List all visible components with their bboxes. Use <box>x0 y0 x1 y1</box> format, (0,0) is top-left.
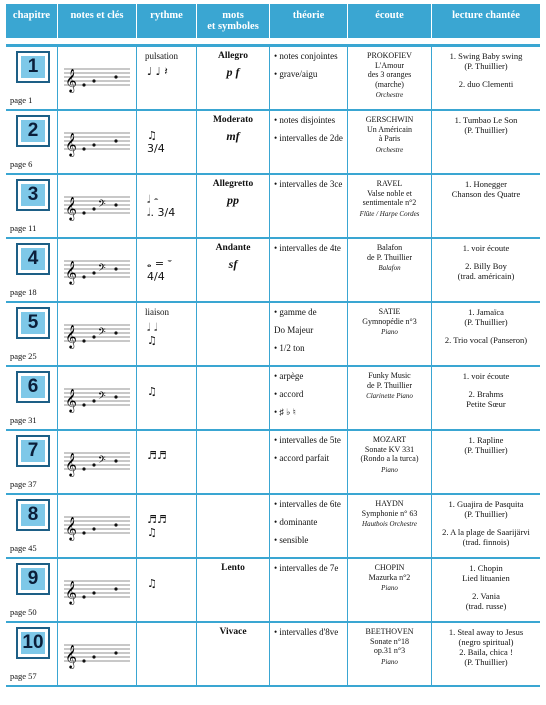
chapter-number: 10 <box>16 627 50 659</box>
rhythm-notation-icon: 𝅝 = 𝄻 4/4 <box>147 257 172 283</box>
header-lecture: lecture chantée <box>452 10 520 21</box>
theorie-cell <box>270 559 348 621</box>
mots-cell <box>197 495 270 557</box>
mots-cell <box>197 303 270 365</box>
table-row <box>6 367 540 431</box>
ecoute-instrument: Clarinette Piano <box>366 392 413 400</box>
ecoute-line: Valse noble et <box>367 188 412 198</box>
lecture-line: 2. A la plage de Saarijärvi <box>442 527 530 537</box>
ecoute-instrument: Flûte / Harpe Cordes <box>359 209 420 218</box>
lecture-cell <box>432 175 540 237</box>
lecture-cell <box>432 47 540 109</box>
ecoute-line: de P. Thuillier <box>367 380 412 390</box>
chapter-page: page 50 <box>10 607 37 617</box>
theorie-cell <box>270 47 348 109</box>
table-row <box>6 559 540 623</box>
tempo-word: Moderato <box>212 115 254 125</box>
rythme-cell <box>137 367 197 429</box>
rythme-cell <box>137 239 197 301</box>
lecture-line: 1. Rapline <box>468 435 504 445</box>
ecoute-instrument: Balafon <box>378 264 401 272</box>
ecoute-cell <box>348 175 432 237</box>
rythme-cell <box>137 559 197 621</box>
lecture-line: 1. voir écoute <box>462 243 510 253</box>
ecoute-instrument: Orchestre <box>375 145 404 154</box>
ecoute-cell <box>348 495 432 557</box>
lecture-line: 2. Baila, chica ! <box>459 647 513 657</box>
lecture-gap <box>432 253 540 261</box>
theorie-item: • intervalles d'8ve <box>274 627 339 637</box>
svg-text:𝄞: 𝄞 <box>65 196 77 220</box>
ecoute-line: Balafon <box>376 243 403 252</box>
lecture-line: Chanson des Quatre <box>451 189 521 199</box>
lecture-cell <box>432 623 540 685</box>
lecture-line: (P. Thuillier) <box>464 317 508 327</box>
dynamic-symbol: mf <box>226 129 240 143</box>
rhythm-notation-icon: ♫ <box>147 385 157 398</box>
header-notes: notes et clés <box>58 4 137 38</box>
lecture-line: 2. Billy Boy <box>465 261 507 271</box>
ecoute-line: à Paris <box>378 134 401 143</box>
rhythm-notation-icon: 𝅗𝅥 𝄼 𝅗𝅥. 3/4 <box>147 193 176 219</box>
ecoute-instrument: Hautbois Orchestre <box>362 520 417 528</box>
theorie-item: • notes disjointes <box>274 115 336 125</box>
ecoute-line: de P. Thuillier <box>367 252 412 262</box>
theorie-item: • 1/2 ton <box>274 343 305 353</box>
rythme-label: pulsation <box>145 51 178 61</box>
chapitre-cell <box>6 623 58 685</box>
chapitre-cell <box>6 111 58 173</box>
table-header <box>6 4 540 38</box>
mots-cell <box>197 175 270 237</box>
chapitre-cell <box>6 559 58 621</box>
ecoute-line: op.31 n°3 <box>373 646 406 655</box>
lecture-line: (trad. américain) <box>457 271 515 281</box>
notes-cell <box>58 495 137 557</box>
staff-notation <box>64 127 130 159</box>
notes-cell <box>58 239 137 301</box>
staff-notation <box>64 639 130 671</box>
notes-cell <box>58 303 137 365</box>
header-ecoute: écoute <box>348 4 432 38</box>
table-row <box>6 303 540 367</box>
notes-cell <box>58 47 137 109</box>
table-row <box>6 175 540 239</box>
theorie-item: • intervalles de 5te <box>274 435 341 445</box>
chapitre-cell <box>6 495 58 557</box>
mots-cell <box>197 623 270 685</box>
ecoute-line: sentimentale n°2 <box>362 198 417 207</box>
chapter-number: 7 <box>16 435 50 467</box>
header-mots: mots et symboles <box>197 4 270 38</box>
header-chapitre: chapitre <box>6 4 58 38</box>
rhythm-notation-icon: ♫ 3/4 <box>147 129 165 155</box>
lecture-line: (trad. finnois) <box>462 537 510 547</box>
lecture-gap <box>432 583 540 591</box>
lecture-line: 1. Tumbao Le Son <box>454 115 518 125</box>
lecture-line: 2. Vania <box>472 591 500 601</box>
lecture-line: Lied lituanien <box>462 573 510 583</box>
table-row <box>6 495 540 559</box>
chapter-page: page 45 <box>10 543 37 553</box>
tempo-word: Allegro <box>218 51 248 61</box>
lecture-line: 1. Jamaïca <box>468 307 504 317</box>
ecoute-line: RAVEL <box>376 179 403 188</box>
table-row <box>6 111 540 175</box>
lecture-line: 2. Brahms <box>468 389 504 399</box>
rhythm-notation-icon: ♬♬ <box>147 449 167 462</box>
ecoute-cell <box>348 367 432 429</box>
ecoute-instrument: Piano <box>381 584 398 592</box>
lecture-line: (P. Thuillier) <box>464 657 508 667</box>
mots-cell <box>197 111 270 173</box>
ecoute-line: MOZART <box>372 435 407 444</box>
rythme-label: liaison <box>145 307 169 317</box>
ecoute-line: (Rondo a la turca) <box>360 454 419 463</box>
staff-notation <box>64 191 130 223</box>
lecture-line: 1. voir écoute <box>462 371 510 381</box>
theorie-cell <box>270 495 348 557</box>
lecture-line: Petite Sœur <box>466 399 506 409</box>
theorie-cell <box>270 175 348 237</box>
lecture-line: 2. duo Clementi <box>458 79 514 89</box>
theorie-cell <box>270 303 348 365</box>
rythme-cell <box>137 175 197 237</box>
chapter-number: 5 <box>16 307 50 339</box>
lecture-line: 1. Guajira de Pasquita <box>448 499 524 509</box>
ecoute-cell <box>348 431 432 493</box>
svg-text:𝄢: 𝄢 <box>98 262 106 276</box>
ecoute-cell <box>348 559 432 621</box>
ecoute-instrument: Piano <box>381 657 398 666</box>
chapter-page: page 6 <box>10 159 33 169</box>
lecture-gap <box>432 327 540 335</box>
theorie-cell <box>270 623 348 685</box>
lecture-cell <box>432 111 540 173</box>
header-rythme: rythme <box>137 4 197 38</box>
lecture-cell <box>432 303 540 365</box>
svg-text:𝄞: 𝄞 <box>65 324 77 348</box>
theorie-cell <box>270 239 348 301</box>
tempo-word: Lento <box>221 563 245 573</box>
ecoute-line: (marche) <box>375 79 404 89</box>
ecoute-cell <box>348 111 432 173</box>
rythme-cell <box>137 111 197 173</box>
chapter-number: 2 <box>16 115 50 147</box>
theorie-cell <box>270 367 348 429</box>
svg-text:𝄢: 𝄢 <box>98 454 106 468</box>
theorie-item: • intervalles de 4te <box>274 243 341 253</box>
ecoute-line: SATIE <box>378 307 401 316</box>
chapter-number: 8 <box>16 499 50 531</box>
staff-notation <box>64 383 130 415</box>
lecture-gap <box>432 519 540 527</box>
chapitre-cell <box>6 431 58 493</box>
notes-cell <box>58 559 137 621</box>
theorie-item: • dominante <box>274 517 318 527</box>
theorie-item: • accord <box>274 389 304 399</box>
chapitre-cell <box>6 367 58 429</box>
chapter-page: page 37 <box>10 479 37 489</box>
rhythm-notation-icon: ♩ ♩ 𝄽 <box>147 65 168 78</box>
rythme-cell <box>137 303 197 365</box>
staff-notation <box>64 447 130 479</box>
chapitre-cell <box>6 47 58 109</box>
chapter-page: page 18 <box>10 287 37 297</box>
rythme-cell <box>137 47 197 109</box>
chapter-number: 3 <box>16 179 50 211</box>
chapter-page: page 31 <box>10 415 37 425</box>
chapter-page: page 25 <box>10 351 37 361</box>
staff-notation <box>64 319 130 351</box>
lecture-line: 1. Swing Baby swing <box>449 51 523 61</box>
tempo-word: Andante <box>215 243 251 253</box>
lecture-line: 1. Steal away to Jesus <box>448 627 524 637</box>
rhythm-notation-icon: ♬♬ ♫ <box>147 513 167 539</box>
notes-cell <box>58 367 137 429</box>
staff-notation <box>64 575 130 607</box>
ecoute-line: Gymnopédie n°3 <box>362 316 417 326</box>
svg-text:𝄞: 𝄞 <box>65 516 77 540</box>
mots-cell <box>197 47 270 109</box>
lecture-line: (P. Thuillier) <box>464 61 508 71</box>
lecture-cell <box>432 495 540 557</box>
ecoute-line: des 3 oranges <box>367 70 412 79</box>
chapter-table <box>6 44 540 687</box>
theorie-item: • arpège <box>274 371 304 381</box>
dynamic-symbol: p f <box>226 65 240 79</box>
svg-text:𝄢: 𝄢 <box>98 326 106 340</box>
chapter-page: page 57 <box>10 671 37 681</box>
theorie-item: • intervalles de 3ce <box>274 179 343 189</box>
chapter-number: 1 <box>16 51 50 83</box>
mots-cell <box>197 239 270 301</box>
mots-cell <box>197 367 270 429</box>
svg-text:𝄢: 𝄢 <box>98 198 106 212</box>
lecture-line: (P. Thuillier) <box>464 509 508 519</box>
ecoute-cell <box>348 239 432 301</box>
ecoute-cell <box>348 303 432 365</box>
chapitre-cell <box>6 303 58 365</box>
staff-notation <box>64 255 130 287</box>
chapitre-cell <box>6 239 58 301</box>
header-theorie: théorie <box>270 4 348 38</box>
ecoute-instrument: Orchestre <box>375 91 404 99</box>
ecoute-line: GERSCHWIN <box>365 115 414 124</box>
rhythm-notation-icon: 𝅗𝅥 𝅗𝅥 ♫ <box>147 321 158 347</box>
chapter-number: 9 <box>16 563 50 595</box>
svg-text:𝄞: 𝄞 <box>65 580 77 604</box>
tempo-word: Allegretto <box>212 179 254 189</box>
lecture-line: 2. Trio vocal (Panseron) <box>444 335 528 345</box>
lecture-line: 1. Chopin <box>469 563 503 573</box>
lecture-cell <box>432 239 540 301</box>
lecture-cell <box>432 367 540 429</box>
lecture-line: (P. Thuillier) <box>464 445 508 455</box>
table-row <box>6 431 540 495</box>
chapter-number: 4 <box>16 243 50 275</box>
theorie-item: • sensible <box>274 535 309 545</box>
lecture-line: (negro spiritual) <box>458 637 514 647</box>
ecoute-line: Sonate KV 331 <box>364 444 415 454</box>
theorie-item: • gamme de <box>274 307 317 317</box>
dynamic-symbol: sf <box>228 257 238 271</box>
theorie-cell <box>270 431 348 493</box>
table-row <box>6 623 540 687</box>
notes-cell <box>58 175 137 237</box>
ecoute-line: PROKOFIEV <box>367 51 412 60</box>
ecoute-line: L'Amour <box>375 60 404 70</box>
svg-text:𝄞: 𝄞 <box>65 132 77 156</box>
ecoute-line: Mazurka n°2 <box>368 572 411 582</box>
table-row <box>6 239 540 303</box>
chapter-page: page 1 <box>10 95 33 105</box>
mots-cell <box>197 559 270 621</box>
ecoute-line: HAYDN <box>375 499 404 508</box>
theorie-item: • notes conjointes <box>274 51 338 61</box>
ecoute-line: Symphonie n° 63 <box>361 508 418 518</box>
rhythm-notation-icon: ♫ <box>147 577 157 590</box>
theorie-item: • intervalles de 7e <box>274 563 339 573</box>
rythme-cell <box>137 431 197 493</box>
staff-notation <box>64 63 130 95</box>
lecture-line: (trad. russe) <box>465 601 507 611</box>
ecoute-cell <box>348 623 432 685</box>
ecoute-line: Sonate n°18 <box>370 636 409 646</box>
svg-text:𝄞: 𝄞 <box>65 388 77 412</box>
chapter-number: 6 <box>16 371 50 403</box>
notes-cell <box>58 431 137 493</box>
theorie-cell <box>270 111 348 173</box>
svg-text:𝄢: 𝄢 <box>98 390 106 404</box>
theorie-item: • grave/aigu <box>274 69 318 79</box>
notes-cell <box>58 623 137 685</box>
ecoute-line: Un Américain <box>366 124 413 134</box>
svg-text:𝄞: 𝄞 <box>65 68 77 92</box>
lecture-gap <box>432 381 540 389</box>
theorie-item: • intervalles de 6te <box>274 499 341 509</box>
ecoute-instrument: Piano <box>381 328 398 336</box>
svg-text:𝄞: 𝄞 <box>65 260 77 284</box>
ecoute-line: CHOPIN <box>374 563 405 572</box>
tempo-word: Vivace <box>219 627 247 637</box>
ecoute-cell <box>348 47 432 109</box>
svg-text:𝄞: 𝄞 <box>65 644 77 668</box>
theorie-item: • ♯ ♭ ♮ <box>274 407 296 417</box>
rythme-cell <box>137 495 197 557</box>
ecoute-instrument: Piano <box>381 465 398 474</box>
dynamic-symbol: pp <box>227 193 239 207</box>
svg-text:𝄞: 𝄞 <box>65 452 77 476</box>
ecoute-line: BEETHOVEN <box>365 627 414 636</box>
chapitre-cell <box>6 175 58 237</box>
mots-cell <box>197 431 270 493</box>
lecture-cell <box>432 431 540 493</box>
theorie-item: • accord parfait <box>274 453 330 463</box>
staff-notation <box>64 511 130 543</box>
notes-cell <box>58 111 137 173</box>
lecture-gap <box>432 71 540 79</box>
lecture-line: (P. Thuillier) <box>464 125 508 135</box>
chapter-page: page 11 <box>10 223 37 233</box>
theorie-item: Do Majeur <box>274 325 314 335</box>
theorie-item: • intervalles de 2de <box>274 133 343 143</box>
ecoute-line: Funky Music <box>368 371 411 380</box>
lecture-cell <box>432 559 540 621</box>
lecture-line: 1. Honegger <box>464 179 507 189</box>
rythme-cell <box>137 623 197 685</box>
table-row <box>6 47 540 111</box>
